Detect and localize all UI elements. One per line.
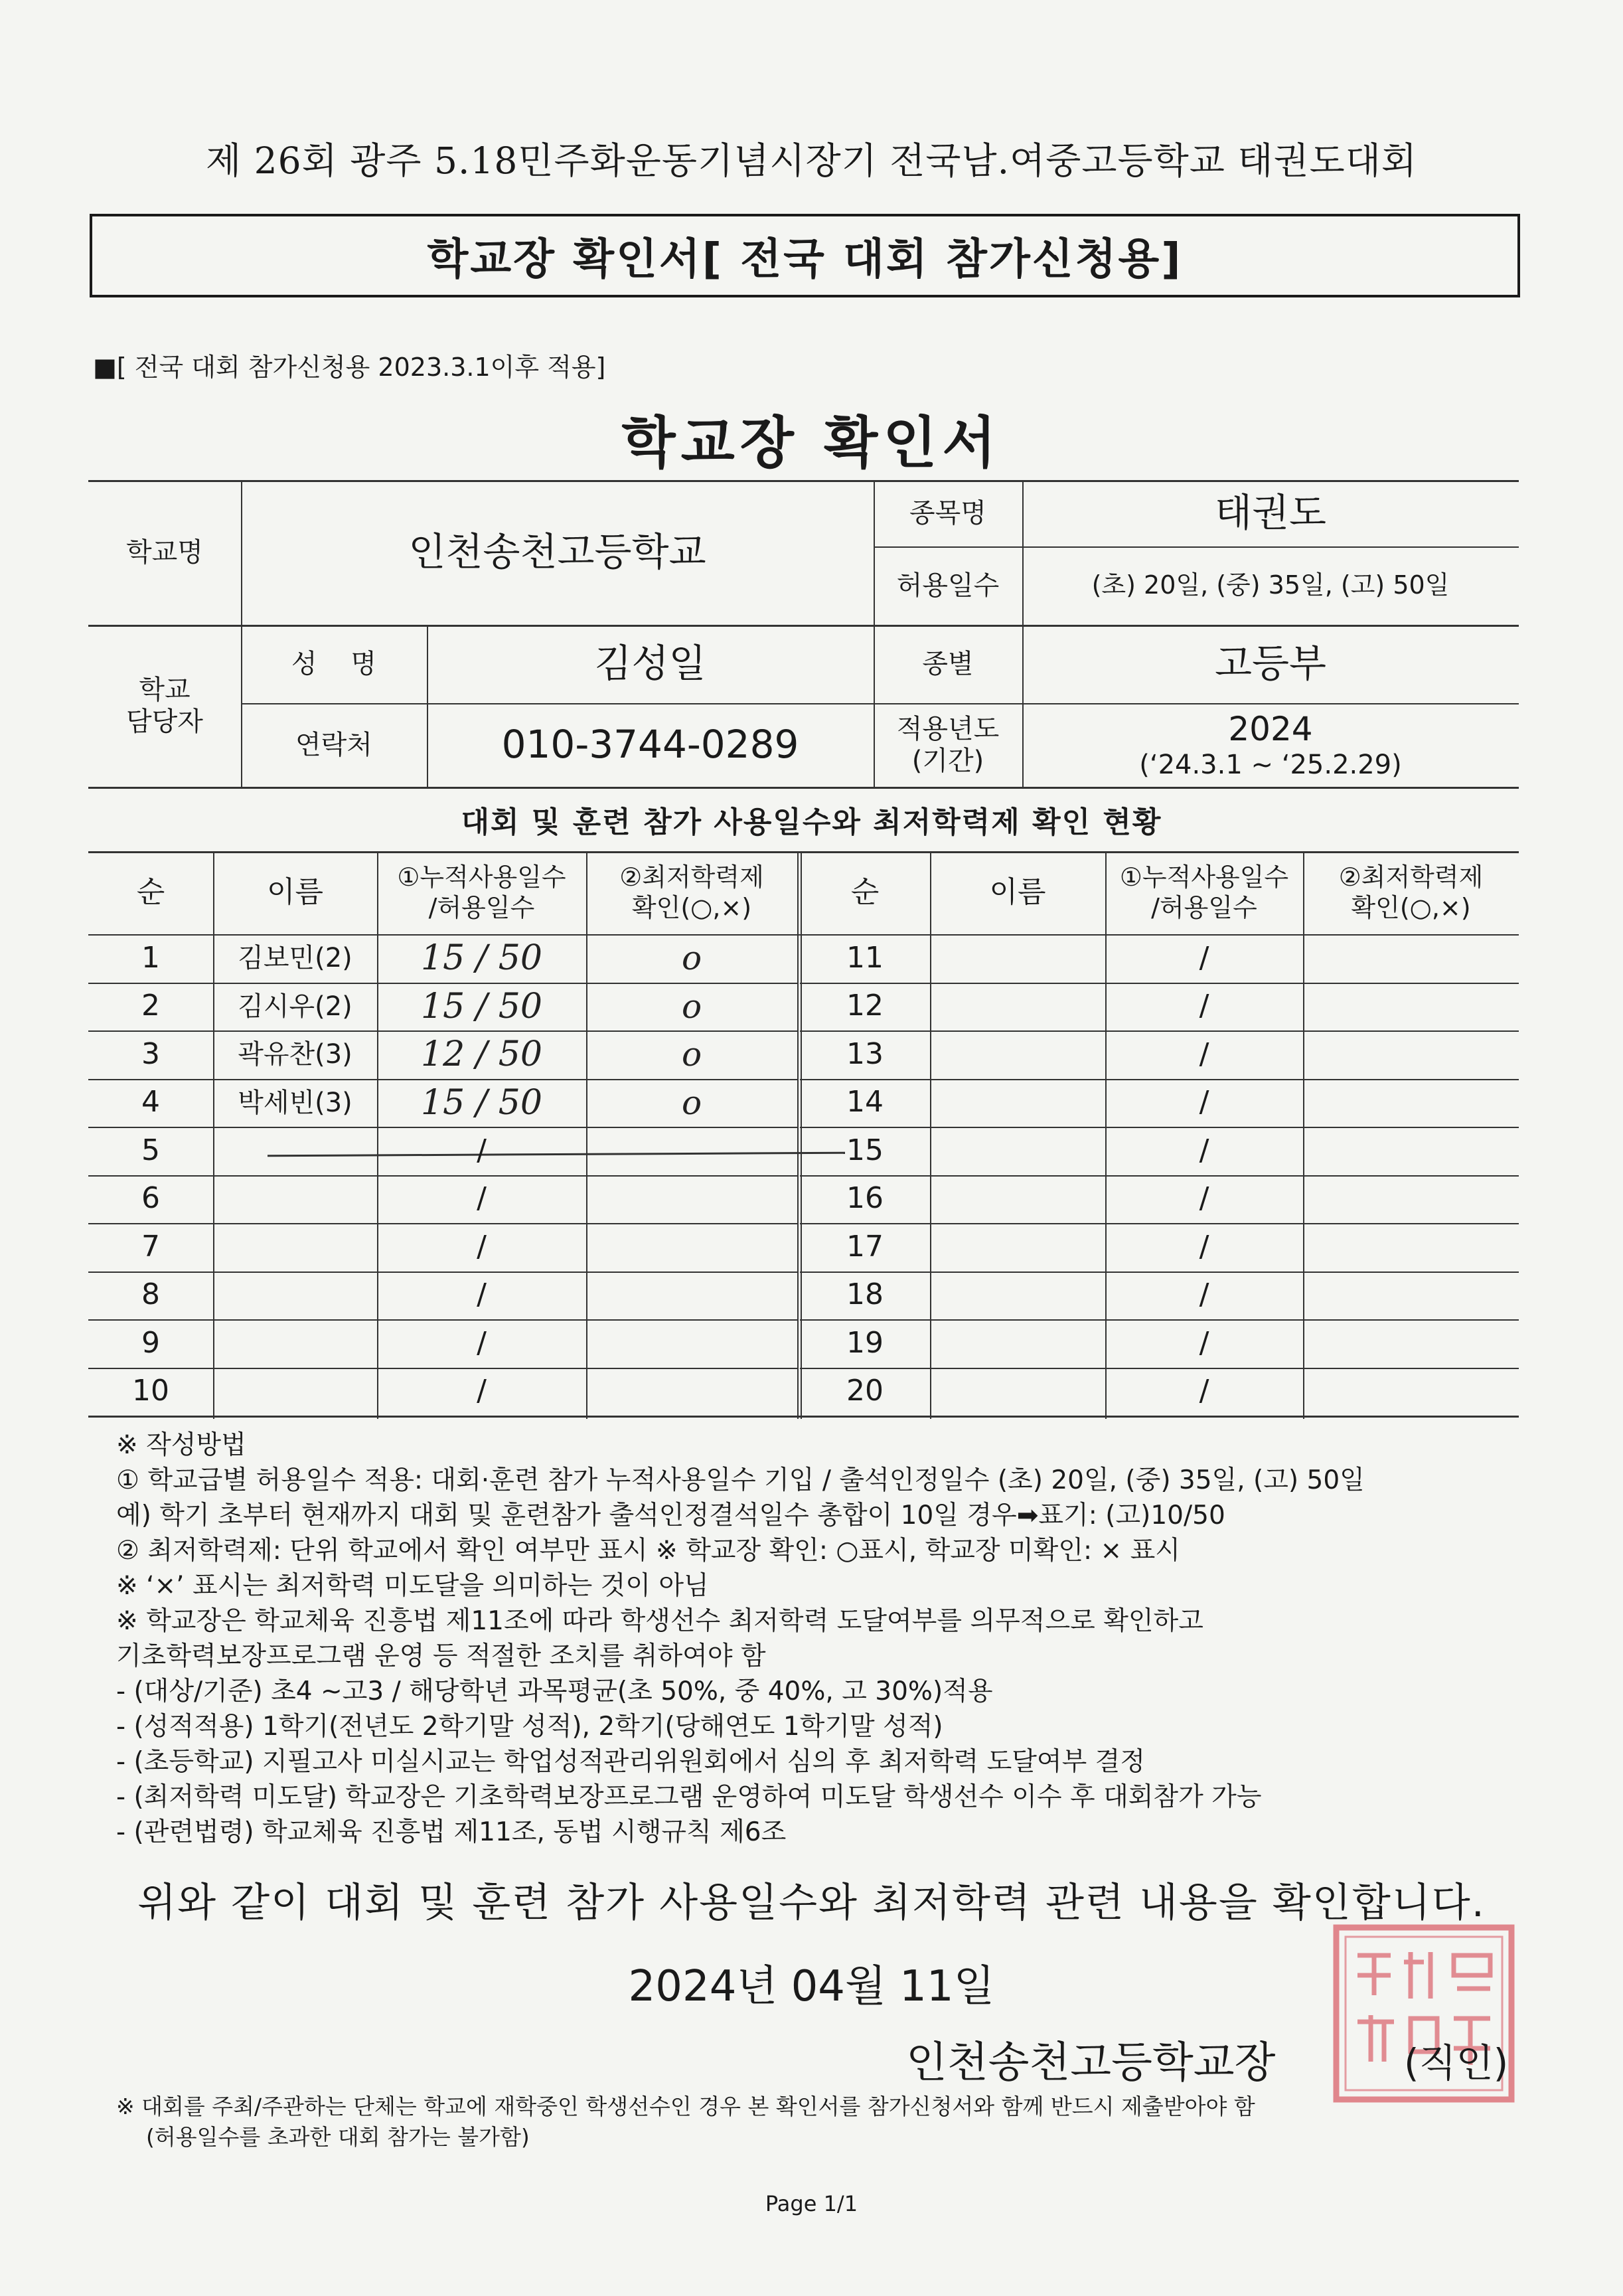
min-academic-check: o	[681, 939, 702, 978]
min-academic-check	[1303, 1271, 1519, 1320]
student-name	[930, 1175, 1105, 1224]
year-value: 2024 (‘24.3.1 ~ ‘25.2.29)	[1139, 710, 1402, 780]
cumulative-days: /	[1199, 1277, 1209, 1312]
guide-line: - (성적적용) 1학기(전년도 2학기말 성적), 2학기(당해연도 1학기말 성적)	[116, 1712, 943, 1742]
student-name	[213, 1223, 377, 1271]
student-name	[213, 1127, 377, 1175]
min-academic-check	[1303, 934, 1519, 983]
cumulative-days: 12 / 50	[421, 1034, 542, 1075]
guide-line: ※ ‘×’ 표시는 최저학력 미도달을 의미하는 것이 아님	[116, 1571, 709, 1601]
student-name	[930, 1030, 1105, 1079]
roster-title: 대회 및 훈련 참가 사용일수와 최저학력제 확인 현황	[461, 805, 1162, 839]
row-number: 17	[846, 1229, 884, 1264]
student-name: 김시우(2)	[238, 991, 352, 1022]
footnote-line-1: ※ 대회를 주최/주관하는 단체는 학교에 재학중인 학생선수인 경우 본 확인서를 참가신청서와 함께 반드시 제출받아야 함	[116, 2093, 1255, 2119]
cumulative-days: /	[477, 1229, 487, 1264]
student-name	[930, 983, 1105, 1031]
header-name-left: 이름	[266, 875, 323, 910]
guide-line: ※ 작성방법	[116, 1430, 246, 1460]
division-label: 종별	[922, 649, 974, 679]
row-number: 9	[141, 1325, 160, 1360]
writing-guide	[116, 1428, 1523, 1850]
cumulative-days: /	[477, 1374, 487, 1408]
min-academic-check	[1303, 1223, 1519, 1271]
cumulative-days: 15 / 50	[421, 986, 542, 1026]
contact-label: 연락처	[295, 730, 372, 760]
min-academic-check	[1303, 1127, 1519, 1175]
row-number: 13	[846, 1036, 884, 1071]
min-academic-check	[1303, 983, 1519, 1031]
document-title: 학교장 확인서	[621, 410, 1002, 475]
banner-title-box	[90, 214, 1520, 297]
row-number: 18	[846, 1277, 884, 1312]
row-number: 19	[846, 1325, 884, 1360]
cumulative-days: /	[477, 1181, 487, 1216]
cumulative-days: /	[477, 1277, 487, 1312]
event-title: 제 26회 광주 5.18민주화운동기념시장기 전국남.여중고등학교 태권도대회	[206, 139, 1417, 182]
row-number: 15	[846, 1133, 884, 1167]
student-name: 박세빈(3)	[238, 1087, 352, 1118]
min-academic-check	[1303, 1319, 1519, 1368]
principal-signature: 인천송천고등학교장	[906, 2038, 1276, 2088]
student-name	[213, 1319, 377, 1368]
cumulative-days: 15 / 50	[421, 1082, 542, 1123]
guide-line: - (초등학교) 지필고사 미실시교는 학업성적관리위원회에서 심의 후 최저학력 도달여부 결정	[116, 1747, 1146, 1777]
manager-name-label: 성 명	[291, 649, 377, 679]
min-academic-check: o	[681, 1083, 702, 1122]
banner-title: 학교장 확인서[ 전국 대회 참가신청용]	[427, 235, 1183, 284]
student-name	[213, 1368, 377, 1416]
row-number: 12	[846, 989, 884, 1023]
year-label: 적용년도 (기간)	[896, 714, 1000, 776]
allowed-days-label: 허용일수	[896, 570, 1000, 601]
header-days-right: ①누적사용일수 /허용일수	[1119, 862, 1289, 922]
header-min-right: ②최저학력제 확인(○,×)	[1338, 862, 1484, 922]
footnote-line-2: (허용일수를 초과한 대회 참가는 불가함)	[146, 2124, 530, 2151]
min-academic-check: o	[681, 987, 702, 1026]
cumulative-days: /	[1199, 989, 1209, 1023]
row-number: 3	[141, 1036, 160, 1071]
header-days-left: ①누적사용일수 /허용일수	[397, 862, 566, 922]
student-name	[930, 1271, 1105, 1320]
min-academic-check	[586, 1319, 797, 1368]
school-name-value: 인천송천고등학교	[408, 529, 706, 575]
min-academic-check	[586, 1127, 797, 1175]
row-number: 10	[132, 1374, 169, 1408]
footnote	[116, 2091, 1255, 2153]
student-name	[930, 1223, 1105, 1271]
row-number: 8	[141, 1277, 160, 1312]
manager-label: 학교 담당자	[126, 675, 203, 737]
row-number: 4	[141, 1085, 160, 1119]
header-no-right: 순	[850, 875, 880, 910]
student-name	[930, 1127, 1105, 1175]
cumulative-days: /	[1199, 1229, 1209, 1264]
header-name-right: 이름	[989, 875, 1046, 910]
min-academic-check	[586, 1271, 797, 1320]
student-name	[930, 934, 1105, 983]
allowed-days-value: (초) 20일, (중) 35일, (고) 50일	[1091, 570, 1450, 600]
student-name	[213, 1175, 377, 1224]
cumulative-days: /	[1199, 1133, 1209, 1167]
min-academic-check	[586, 1368, 797, 1416]
confirmation-date: 2024년 04월 11일	[628, 1962, 995, 2011]
info-table	[88, 480, 1519, 789]
application-note: ■[ 전국 대회 참가신청용 2023.3.1이후 적용]	[93, 353, 606, 382]
cumulative-days: /	[1199, 1036, 1209, 1071]
confirmation-statement: 위와 같이 대회 및 훈련 참가 사용일수와 최저학력 관련 내용을 확인합니다.	[137, 1880, 1486, 1926]
page-number: Page 1/1	[765, 2191, 858, 2216]
row-number: 7	[141, 1229, 160, 1264]
student-name: 곽유찬(3)	[238, 1039, 352, 1070]
row-number: 11	[846, 940, 884, 975]
guide-line: 예) 학기 초부터 현재까지 대회 및 훈련참가 출석인정결석일수 총합이 10일 경우➡표기: (고)10/50	[116, 1501, 1225, 1531]
row-number: 20	[846, 1374, 884, 1408]
row-number: 2	[141, 989, 160, 1023]
cumulative-days: /	[1199, 1325, 1209, 1360]
guide-line: ① 학교급별 허용일수 적용: 대회·훈련 참가 누적사용일수 기입 / 출석인정일수 (초) 20일, (중) 35일, (고) 50일	[116, 1465, 1365, 1496]
roster-table	[88, 851, 1519, 1419]
school-name-label: 학교명	[126, 537, 203, 568]
student-name	[930, 1319, 1105, 1368]
row-number: 5	[141, 1133, 160, 1167]
event-label: 종목명	[909, 498, 986, 529]
guide-line: - (관련법령) 학교체육 진흥법 제11조, 동법 시행규칙 제6조	[116, 1817, 787, 1848]
row-number: 16	[846, 1181, 884, 1216]
division-value: 고등부	[1214, 641, 1327, 687]
row-number: 1	[141, 940, 160, 975]
min-academic-check: o	[681, 1035, 702, 1074]
cumulative-days: /	[477, 1133, 487, 1167]
min-academic-check	[1303, 1079, 1519, 1127]
student-name	[213, 1271, 377, 1320]
min-academic-check	[1303, 1368, 1519, 1416]
student-name	[930, 1368, 1105, 1416]
event-value: 태권도	[1214, 490, 1327, 536]
row-number: 6	[141, 1181, 160, 1216]
guide-line: ※ 학교장은 학교체육 진흥법 제11조에 따라 학생선수 최저학력 도달여부를 의무적으로 확인하고	[116, 1606, 1203, 1637]
guide-line: 기초학력보장프로그램 운영 등 적절한 조치를 취하여야 함	[116, 1641, 766, 1672]
guide-line: ② 최저학력제: 단위 학교에서 확인 여부만 표시 ※ 학교장 확인: ○표시, 학교장 미확인: × 표시	[116, 1536, 1180, 1566]
cumulative-days: 15 / 50	[421, 938, 542, 979]
cumulative-days: /	[1199, 940, 1209, 975]
cumulative-days: /	[1199, 1085, 1209, 1119]
min-academic-check	[586, 1223, 797, 1271]
cumulative-days: /	[1199, 1181, 1209, 1216]
min-academic-check	[1303, 1030, 1519, 1079]
cumulative-days: /	[1199, 1374, 1209, 1408]
seal-label: (직인)	[1404, 2040, 1509, 2086]
cumulative-days: /	[477, 1325, 487, 1360]
row-number: 14	[846, 1085, 884, 1119]
manager-name-value: 김성일	[594, 641, 706, 687]
guide-line: - (최저학력 미도달) 학교장은 기초학력보장프로그램 운영하여 미도달 학생선수 이수 후 대회참가 가능	[116, 1782, 1262, 1813]
min-academic-check	[1303, 1175, 1519, 1224]
student-name: 김보민(2)	[238, 943, 352, 974]
header-min-left: ②최저학력제 확인(○,×)	[619, 862, 764, 922]
min-academic-check	[586, 1175, 797, 1224]
header-no-left: 순	[136, 875, 165, 910]
guide-line: - (대상/기준) 초4 ~고3 / 해당학년 과목평균(초 50%, 중 40%, 고 30%)적용	[116, 1677, 993, 1707]
contact-value: 010-3744-0289	[501, 722, 799, 768]
student-name	[930, 1079, 1105, 1127]
